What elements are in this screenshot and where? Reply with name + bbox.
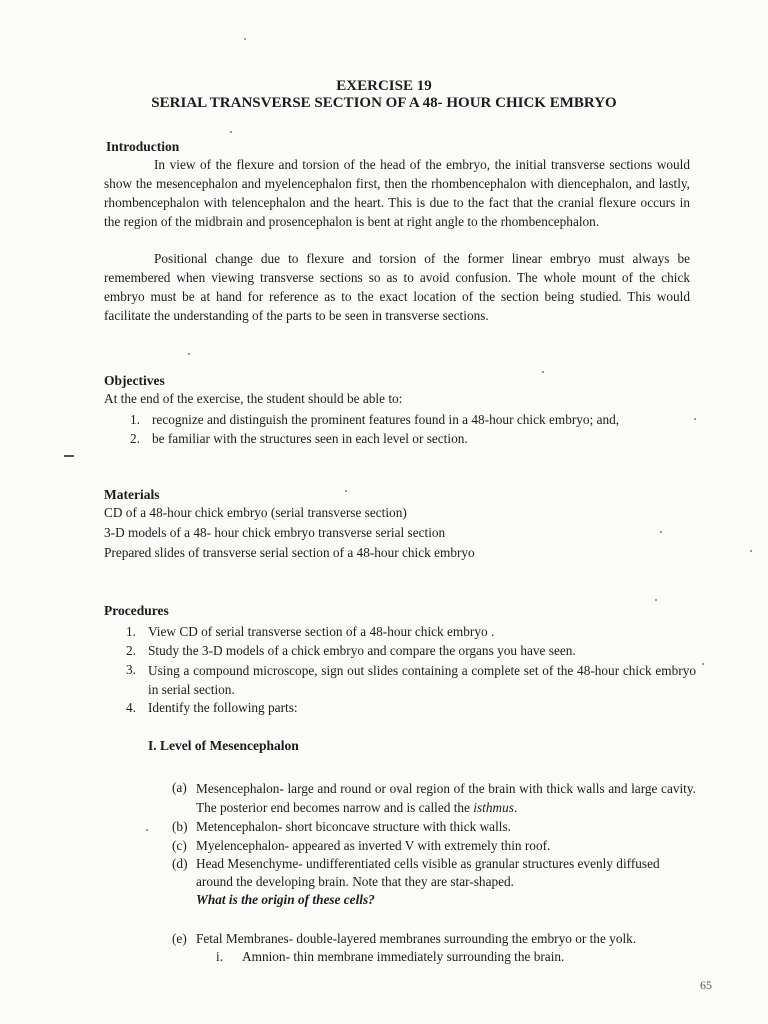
objectives-lead: At the end of the exercise, the student should be able to: bbox=[104, 391, 403, 406]
part-label: (d) bbox=[172, 856, 188, 871]
procedure-number: 3. bbox=[126, 662, 136, 677]
material-item: Prepared slides of transverse serial section of a 48-hour chick embryo bbox=[104, 545, 475, 560]
scan-speck bbox=[694, 418, 696, 420]
subitem-label: i. bbox=[216, 949, 224, 964]
introduction-heading: Introduction bbox=[106, 139, 180, 154]
part-label: (c) bbox=[172, 838, 187, 853]
objective-number: 2. bbox=[130, 431, 140, 446]
procedures-heading: Procedures bbox=[104, 603, 169, 618]
introduction-paragraph-2: Positional change due to flexure and torsion of the former linear embryo must always be remembered when viewing transverse sections so as to avoid confusion. The whole mount of the chick embryo must be at hand for reference as to the exact location of the section being studied. This would facilitate the understanding of the parts to be seen in transverse sections. bbox=[104, 251, 690, 323]
scan-speck bbox=[660, 531, 662, 533]
objective-text: recognize and distinguish the prominent features found in a 48-hour chick embryo; and, bbox=[152, 412, 620, 427]
part-label: (a) bbox=[172, 780, 187, 795]
scan-speck bbox=[230, 131, 232, 133]
objective-number: 1. bbox=[130, 412, 140, 427]
level-heading: I. Level of Mesencephalon bbox=[148, 738, 299, 753]
material-item: 3-D models of a 48- hour chick embryo transverse serial section bbox=[104, 525, 446, 540]
procedure-text: Study the 3-D models of a chick embryo and compare the organs you have seen. bbox=[148, 643, 576, 658]
procedure-text: Identify the following parts: bbox=[148, 700, 298, 715]
origin-question: What is the origin of these cells? bbox=[196, 892, 375, 907]
part-text: Mesencephalon- large and round or oval region of the brain with thick walls and large cavity. The posterior end becomes narrow and is called the isthmus. bbox=[196, 781, 696, 815]
procedure-number: 4. bbox=[126, 700, 136, 715]
part-text: Myelencephalon- appeared as inverted V with extremely thin roof. bbox=[196, 838, 551, 853]
part-label: (e) bbox=[172, 931, 187, 946]
isthmus-term: isthmus bbox=[473, 800, 514, 815]
scan-speck bbox=[542, 371, 544, 373]
scan-speck bbox=[655, 599, 657, 601]
exercise-subtitle: SERIAL TRANSVERSE SECTION OF A 48- HOUR CHICK EMBRYO bbox=[151, 95, 617, 111]
scan-mark bbox=[64, 455, 74, 457]
scan-speck bbox=[188, 353, 190, 355]
scan-speck bbox=[750, 550, 752, 552]
scan-speck bbox=[702, 663, 704, 665]
part-text: Fetal Membranes- double-layered membranes surrounding the embryo or the yolk. bbox=[196, 931, 637, 946]
materials-heading: Materials bbox=[104, 487, 160, 502]
part-text: Metencephalon- short biconcave structure with thick walls. bbox=[196, 819, 511, 834]
subitem-text: Amnion- thin membrane immediately surrounding the brain. bbox=[242, 949, 565, 964]
introduction-paragraph-1: In view of the flexure and torsion of the head of the embryo, the initial transverse sections would show the mesencephalon and myelencephalon first, then the rhombencephalon with diencephalon, and lastly, rhombencephalon with telencephalon and the heart. This is due to the fact that the cranial flexure occurs in the region of the midbrain and prosencephalon is bent at right angle to the rhombencephalon. bbox=[104, 157, 690, 229]
objectives-heading: Objectives bbox=[104, 373, 165, 388]
scan-speck bbox=[345, 490, 347, 492]
part-label: (b) bbox=[172, 819, 188, 834]
procedure-text: View CD of serial transverse section of a 48-hour chick embryo . bbox=[148, 624, 495, 639]
procedure-number: 2. bbox=[126, 643, 136, 658]
procedure-number: 1. bbox=[126, 624, 136, 639]
material-item: CD of a 48-hour chick embryo (serial transverse section) bbox=[104, 505, 407, 520]
scan-speck bbox=[146, 829, 148, 831]
page-number: 65 bbox=[700, 978, 712, 992]
scan-speck bbox=[244, 38, 246, 40]
part-text: Head Mesenchyme- undifferentiated cells visible as granular structures evenly diffused around the developing brain. Note that they are star-shaped. bbox=[196, 856, 660, 889]
procedure-text: Using a compound microscope, sign out slides containing a complete set of the 48-hour chick embryo in serial section. bbox=[148, 663, 696, 697]
exercise-title: EXERCISE 19 bbox=[336, 78, 432, 94]
objective-text: be familiar with the structures seen in each level or section. bbox=[152, 431, 468, 446]
